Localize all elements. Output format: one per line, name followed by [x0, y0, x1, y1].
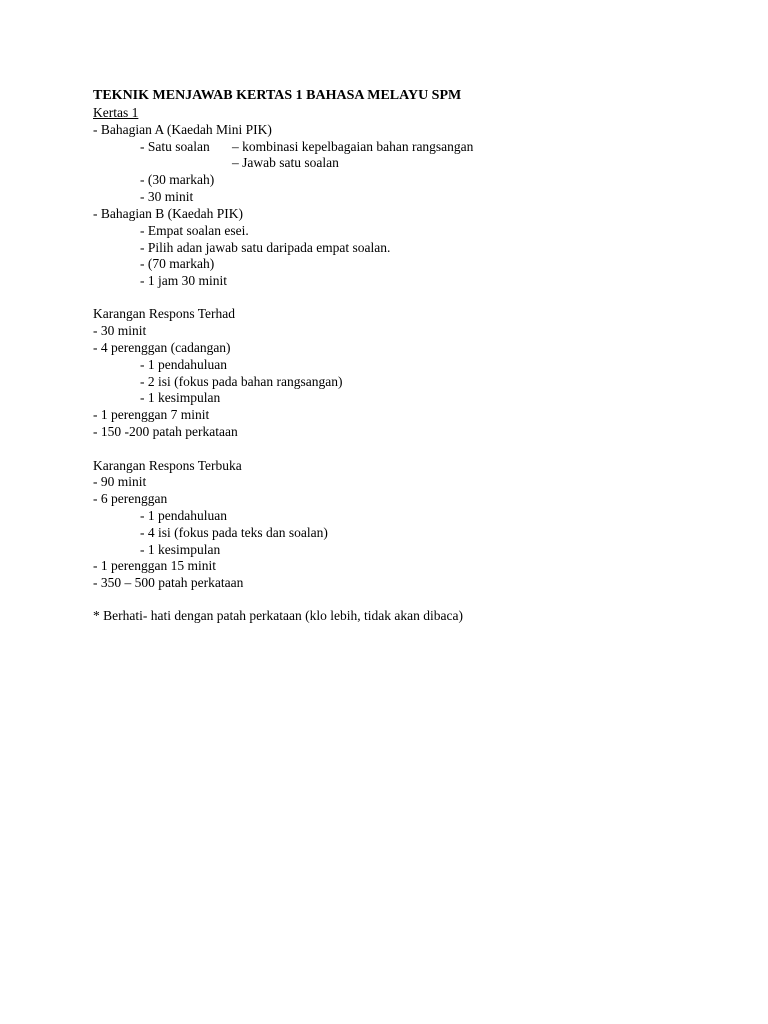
terbuka-isi: - 4 isi (fokus pada teks dan soalan) [140, 525, 328, 540]
terhad-perenggan: - 4 perenggan (cadangan) [93, 340, 231, 355]
terbuka-per-perenggan: - 1 perenggan 15 minit [93, 558, 216, 573]
bahagian-a-jawab-satu: – Jawab satu soalan [232, 155, 339, 170]
terbuka-patah: - 350 – 500 patah perkataan [93, 575, 244, 590]
bahagian-a-minit: - 30 minit [140, 189, 194, 204]
bahagian-b-pilih: - Pilih adan jawab satu daripada empat soalan. [140, 240, 391, 255]
bahagian-a-satu-soalan: - Satu soalan [140, 139, 210, 154]
terbuka-kesimpulan: - 1 kesimpulan [140, 542, 221, 557]
terhad-pendahuluan: - 1 pendahuluan [140, 357, 227, 372]
terhad-heading: Karangan Respons Terhad [93, 306, 236, 321]
terhad-minit: - 30 minit [93, 323, 147, 338]
bahagian-b-heading: - Bahagian B (Kaedah PIK) [93, 206, 243, 221]
bahagian-a-kombinasi: – kombinasi kepelbagaian bahan rangsangan [232, 139, 474, 154]
bahagian-b-empat-soalan: - Empat soalan esei. [140, 223, 249, 238]
terbuka-pendahuluan: - 1 pendahuluan [140, 508, 227, 523]
document-title: TEKNIK MENJAWAB KERTAS 1 BAHASA MELAYU SPM [93, 88, 462, 103]
bahagian-a-markah: - (30 markah) [140, 172, 215, 187]
bahagian-b-markah: - (70 markah) [140, 256, 215, 271]
bahagian-b-masa: - 1 jam 30 minit [140, 273, 227, 288]
terhad-patah: - 150 -200 patah perkataan [93, 424, 238, 439]
kertas-heading: Kertas 1 [93, 105, 139, 120]
bahagian-a-heading: - Bahagian A (Kaedah Mini PIK) [93, 122, 272, 137]
terhad-isi: - 2 isi (fokus pada bahan rangsangan) [140, 374, 343, 389]
terbuka-perenggan: - 6 perenggan [93, 491, 168, 506]
terhad-per-perenggan: - 1 perenggan 7 minit [93, 407, 210, 422]
terbuka-minit: - 90 minit [93, 474, 147, 489]
terhad-kesimpulan: - 1 kesimpulan [140, 390, 221, 405]
terbuka-heading: Karangan Respons Terbuka [93, 458, 242, 473]
warning-note: * Berhati- hati dengan patah perkataan (klo lebih, tidak akan dibaca) [93, 608, 463, 623]
